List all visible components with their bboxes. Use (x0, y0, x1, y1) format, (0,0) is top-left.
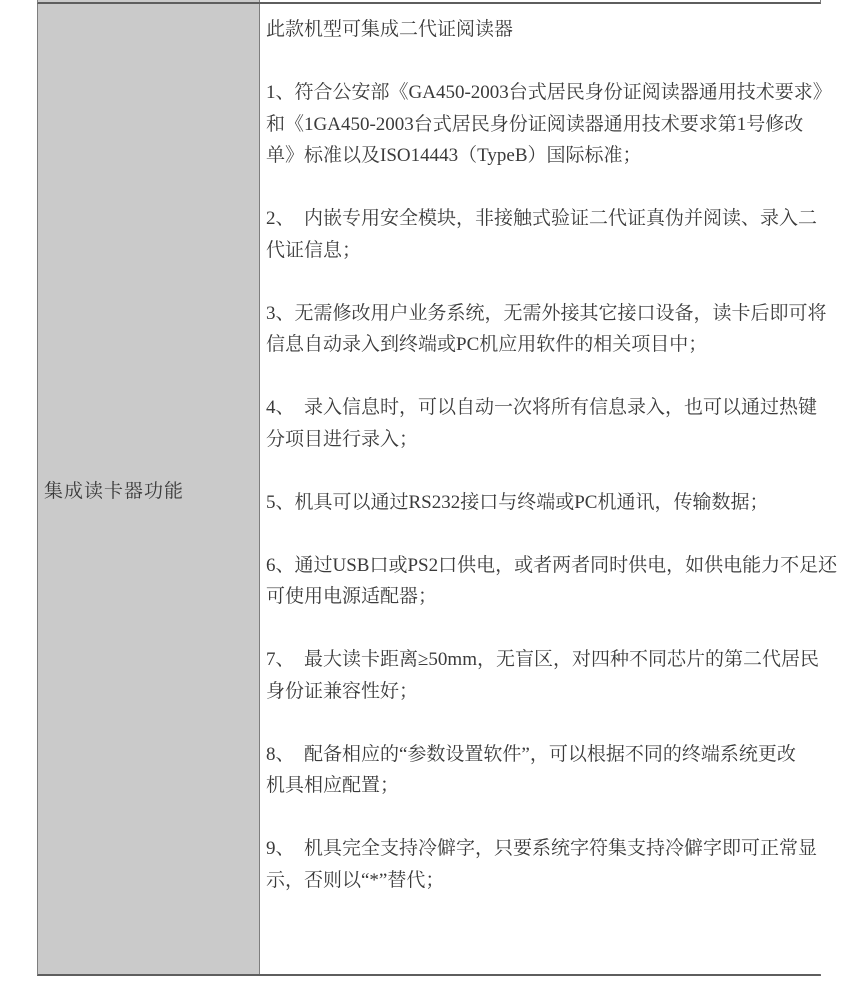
feature-paragraph (266, 77, 837, 172)
table-row (37, 4, 838, 976)
paragraph-line: 机具相应配置； (266, 775, 400, 796)
paragraph-line: 7、 最大读卡距离≥50mm，无盲区，对四种不同芯片的第二代居民 (266, 649, 819, 670)
feature-paragraph (266, 487, 837, 519)
paragraph-line: 3、无需修改用户业务系统，无需外接其它接口设备，读卡后即可将 (266, 302, 827, 324)
paragraph-line: 单》标准以及ISO14443（TypeB）国际标准； (266, 145, 642, 166)
paragraph-line: 示，否则以“*”替代； (266, 869, 445, 891)
feature-paragraph (266, 644, 837, 707)
paragraph-line: 信息自动录入到终端或PC机应用软件的相关项目中； (266, 334, 708, 355)
feature-paragraph (266, 203, 837, 266)
paragraph-line: 4、 录入信息时，可以自动一次将所有信息录入，也可以通过热键 (266, 397, 818, 418)
partial-row-header-cell (38, 0, 260, 2)
spec-table (37, 0, 838, 976)
paragraph-line: 可使用电源适配器； (266, 586, 438, 607)
paragraph-line: 代证信息； (266, 239, 362, 261)
paragraph-line: 5、机具可以通过RS232接口与终端或PC机通讯，传输数据； (266, 491, 769, 513)
feature-paragraph (266, 550, 837, 613)
paragraph-line: 1、符合公安部《GA450-2003台式居民身份证阅读器通用技术要求》 (266, 82, 832, 103)
feature-paragraph (266, 298, 837, 361)
paragraph-line: 身份证兼容性好； (266, 680, 419, 702)
feature-paragraph (266, 739, 837, 802)
row-header-label: 集成读卡器功能 (44, 480, 185, 502)
paragraph-line: 此款机型可集成二代证阅读器 (266, 19, 514, 40)
feature-paragraph (266, 14, 837, 46)
paragraph-line: 2、 内嵌专用安全模块，非接触式验证二代证真伪并阅读、录入二 (266, 208, 818, 229)
paragraph-line: 8、 配备相应的“参数设置软件”，可以根据不同的终端系统更改 (266, 743, 796, 765)
paragraph-line: 9、 机具完全支持冷僻字，只要系统字符集支持冷僻字即可正常显 (266, 838, 818, 859)
paragraph-line: 和《1GA450-2003台式居民身份证阅读器通用技术要求第1号修改 (266, 113, 804, 135)
feature-paragraph (266, 833, 837, 896)
partial-row-content-cell (260, 0, 820, 2)
paragraph-line: 分项目进行录入； (266, 428, 419, 450)
feature-paragraph (266, 392, 837, 455)
paragraph-line: 6、通过USB口或PS2口供电，或者两者同时供电，如供电能力不足还 (266, 554, 838, 576)
row-header-cell (38, 4, 260, 974)
feature-list-cell (260, 4, 840, 974)
